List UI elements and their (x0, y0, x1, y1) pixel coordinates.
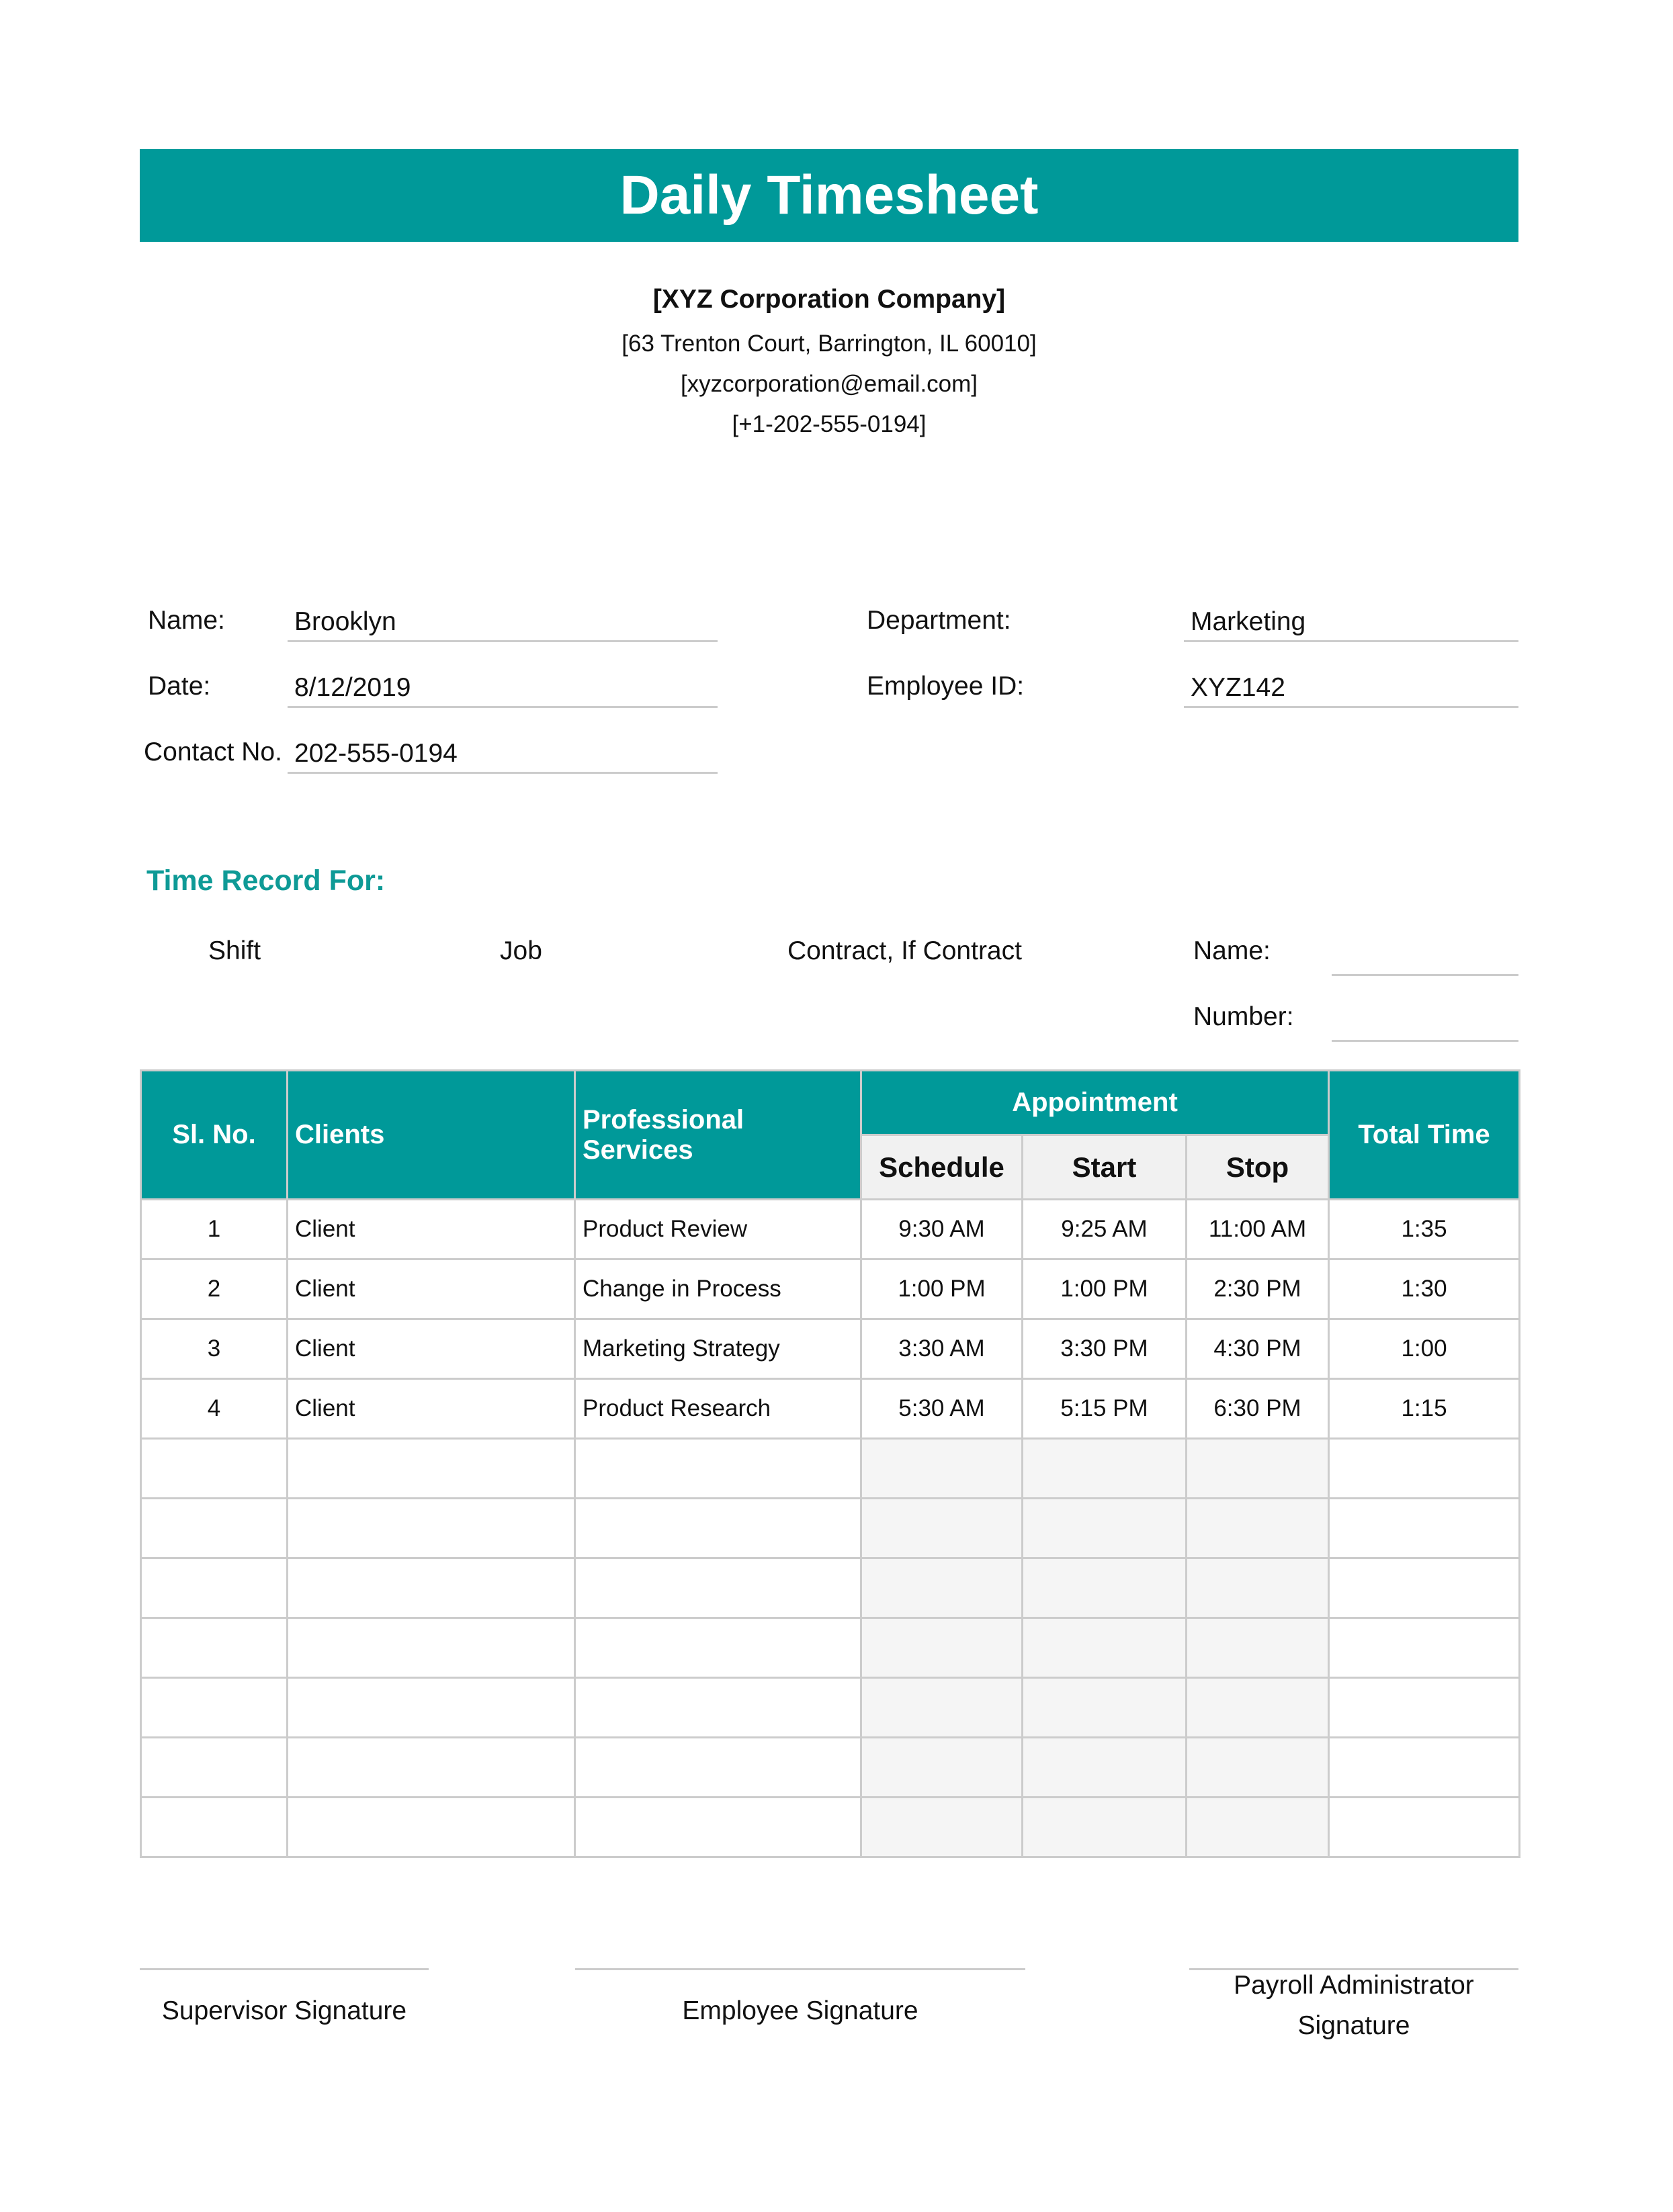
cell-start[interactable] (1023, 1798, 1187, 1857)
header-start: Start (1023, 1135, 1187, 1200)
table-row (141, 1499, 1520, 1558)
table-row (141, 1678, 1520, 1738)
date-label: Date: (148, 672, 211, 701)
cell-total-time[interactable] (1329, 1499, 1520, 1558)
cell-stop[interactable]: 4:30 PM (1187, 1319, 1329, 1379)
cell-schedule[interactable] (861, 1738, 1023, 1798)
cell-service[interactable] (575, 1558, 861, 1618)
cell-stop[interactable] (1187, 1558, 1329, 1618)
table-row (141, 1379, 1520, 1439)
cell-service[interactable] (575, 1499, 861, 1558)
cell-start[interactable] (1023, 1558, 1187, 1618)
cell-client[interactable] (288, 1738, 575, 1798)
payroll-signature-line[interactable] (1189, 1968, 1518, 1970)
cell-stop[interactable]: 2:30 PM (1187, 1259, 1329, 1319)
payroll-signature-label-line1: Payroll Administrator (1234, 1971, 1474, 2000)
cell-total-time[interactable] (1329, 1678, 1520, 1738)
cell-client[interactable] (288, 1558, 575, 1618)
cell-sl-no[interactable] (141, 1558, 288, 1618)
department-field[interactable]: Marketing (1184, 602, 1518, 642)
department-label: Department: (867, 606, 1011, 635)
cell-total-time[interactable] (1329, 1558, 1520, 1618)
cell-total-time[interactable]: 1:30 (1329, 1259, 1520, 1319)
supervisor-signature-label: Supervisor Signature (161, 1996, 407, 2025)
cell-client[interactable]: Client (288, 1259, 575, 1319)
cell-sl-no[interactable]: 2 (141, 1259, 288, 1319)
cell-start[interactable] (1023, 1678, 1187, 1738)
cell-total-time[interactable]: 1:35 (1329, 1200, 1520, 1259)
cell-service[interactable]: Product Review (575, 1200, 861, 1259)
table-row (141, 1319, 1520, 1379)
contract-name-field[interactable] (1332, 961, 1518, 976)
cell-schedule[interactable]: 5:30 AM (861, 1379, 1023, 1439)
table-row (141, 1259, 1520, 1319)
page-title: Daily Timesheet (140, 149, 1518, 242)
cell-start[interactable] (1023, 1439, 1187, 1499)
name-label: Name: (148, 606, 225, 635)
cell-client[interactable]: Client (288, 1200, 575, 1259)
header-sl-no: Sl. No. (141, 1071, 288, 1200)
table-row (141, 1618, 1520, 1678)
contact-label: Contact No. (144, 738, 282, 766)
cell-total-time[interactable] (1329, 1439, 1520, 1499)
company-address: [63 Trenton Court, Barrington, IL 60010] (621, 330, 1037, 357)
cell-client[interactable] (288, 1499, 575, 1558)
cell-schedule[interactable] (861, 1798, 1023, 1857)
header-appointment: Appointment (861, 1071, 1329, 1135)
employee-signature-line[interactable] (575, 1968, 1025, 1970)
cell-stop[interactable] (1187, 1618, 1329, 1678)
time-record-heading: Time Record For: (146, 865, 386, 897)
contract-number-field[interactable] (1332, 1026, 1518, 1042)
cell-client[interactable] (288, 1678, 575, 1738)
cell-schedule[interactable] (861, 1499, 1023, 1558)
cell-sl-no[interactable]: 3 (141, 1319, 288, 1379)
job-option[interactable]: Job (500, 936, 542, 965)
cell-stop[interactable] (1187, 1439, 1329, 1499)
header-schedule: Schedule (861, 1135, 1023, 1200)
cell-client[interactable] (288, 1798, 575, 1857)
name-field[interactable]: Brooklyn (288, 602, 718, 642)
employee-signature-label: Employee Signature (682, 1996, 918, 2025)
cell-sl-no[interactable] (141, 1678, 288, 1738)
cell-service[interactable] (575, 1439, 861, 1499)
cell-total-time[interactable] (1329, 1798, 1520, 1857)
contact-field[interactable]: 202-555-0194 (288, 734, 718, 774)
payroll-signature-label-line2: Signature (1297, 2011, 1410, 2040)
cell-schedule[interactable] (861, 1618, 1023, 1678)
cell-start[interactable]: 1:00 PM (1023, 1259, 1187, 1319)
cell-service[interactable] (575, 1618, 861, 1678)
employee-id-label: Employee ID: (867, 672, 1025, 701)
table-row (141, 1558, 1520, 1618)
cell-sl-no[interactable] (141, 1798, 288, 1857)
cell-stop[interactable]: 6:30 PM (1187, 1379, 1329, 1439)
header-total-time: Total Time (1329, 1071, 1520, 1200)
cell-stop[interactable]: 11:00 AM (1187, 1200, 1329, 1259)
supervisor-signature-line[interactable] (140, 1968, 429, 1970)
table-row (141, 1798, 1520, 1857)
cell-sl-no[interactable] (141, 1618, 288, 1678)
cell-schedule[interactable]: 3:30 AM (861, 1319, 1023, 1379)
cell-start[interactable]: 3:30 PM (1023, 1319, 1187, 1379)
cell-service[interactable] (575, 1678, 861, 1738)
header-services: Professional Services (575, 1071, 861, 1200)
cell-start[interactable]: 9:25 AM (1023, 1200, 1187, 1259)
cell-total-time[interactable] (1329, 1738, 1520, 1798)
cell-client[interactable] (288, 1439, 575, 1499)
cell-sl-no[interactable] (141, 1439, 288, 1499)
cell-schedule[interactable]: 9:30 AM (861, 1200, 1023, 1259)
cell-total-time[interactable]: 1:00 (1329, 1319, 1520, 1379)
shift-option[interactable]: Shift (208, 936, 261, 965)
cell-start[interactable] (1023, 1499, 1187, 1558)
cell-service[interactable]: Product Research (575, 1379, 861, 1439)
cell-client[interactable]: Client (288, 1379, 575, 1439)
cell-schedule[interactable] (861, 1558, 1023, 1618)
cell-sl-no[interactable] (141, 1499, 288, 1558)
contract-option[interactable]: Contract, If Contract (787, 936, 1022, 965)
cell-stop[interactable] (1187, 1499, 1329, 1558)
table-row (141, 1200, 1520, 1259)
cell-start[interactable] (1023, 1738, 1187, 1798)
company-email: [xyzcorporation@email.com] (680, 371, 978, 397)
company-phone: [+1-202-555-0194] (732, 411, 927, 437)
cell-service[interactable] (575, 1738, 861, 1798)
cell-service[interactable]: Marketing Strategy (575, 1319, 861, 1379)
employee-id-field[interactable]: XYZ142 (1184, 668, 1518, 708)
cell-stop[interactable] (1187, 1678, 1329, 1738)
cell-sl-no[interactable]: 1 (141, 1200, 288, 1259)
company-name: [XYZ Corporation Company] (652, 285, 1006, 314)
cell-service[interactable]: Change in Process (575, 1259, 861, 1319)
table-row (141, 1738, 1520, 1798)
timesheet-table (140, 1069, 1520, 1858)
header-stop: Stop (1187, 1135, 1329, 1200)
header-clients: Clients (288, 1071, 575, 1200)
date-field[interactable]: 8/12/2019 (288, 668, 718, 708)
cell-client[interactable] (288, 1618, 575, 1678)
cell-schedule[interactable]: 1:00 PM (861, 1259, 1023, 1319)
cell-stop[interactable] (1187, 1798, 1329, 1857)
contract-number-label: Number: (1193, 1002, 1294, 1031)
cell-total-time[interactable]: 1:15 (1329, 1379, 1520, 1439)
cell-schedule[interactable] (861, 1439, 1023, 1499)
table-row (141, 1439, 1520, 1499)
contract-name-label: Name: (1193, 936, 1271, 965)
cell-client[interactable]: Client (288, 1319, 575, 1379)
cell-total-time[interactable] (1329, 1618, 1520, 1678)
cell-service[interactable] (575, 1798, 861, 1857)
cell-start[interactable]: 5:15 PM (1023, 1379, 1187, 1439)
cell-start[interactable] (1023, 1618, 1187, 1678)
cell-stop[interactable] (1187, 1738, 1329, 1798)
cell-schedule[interactable] (861, 1678, 1023, 1738)
cell-sl-no[interactable] (141, 1738, 288, 1798)
cell-sl-no[interactable]: 4 (141, 1379, 288, 1439)
